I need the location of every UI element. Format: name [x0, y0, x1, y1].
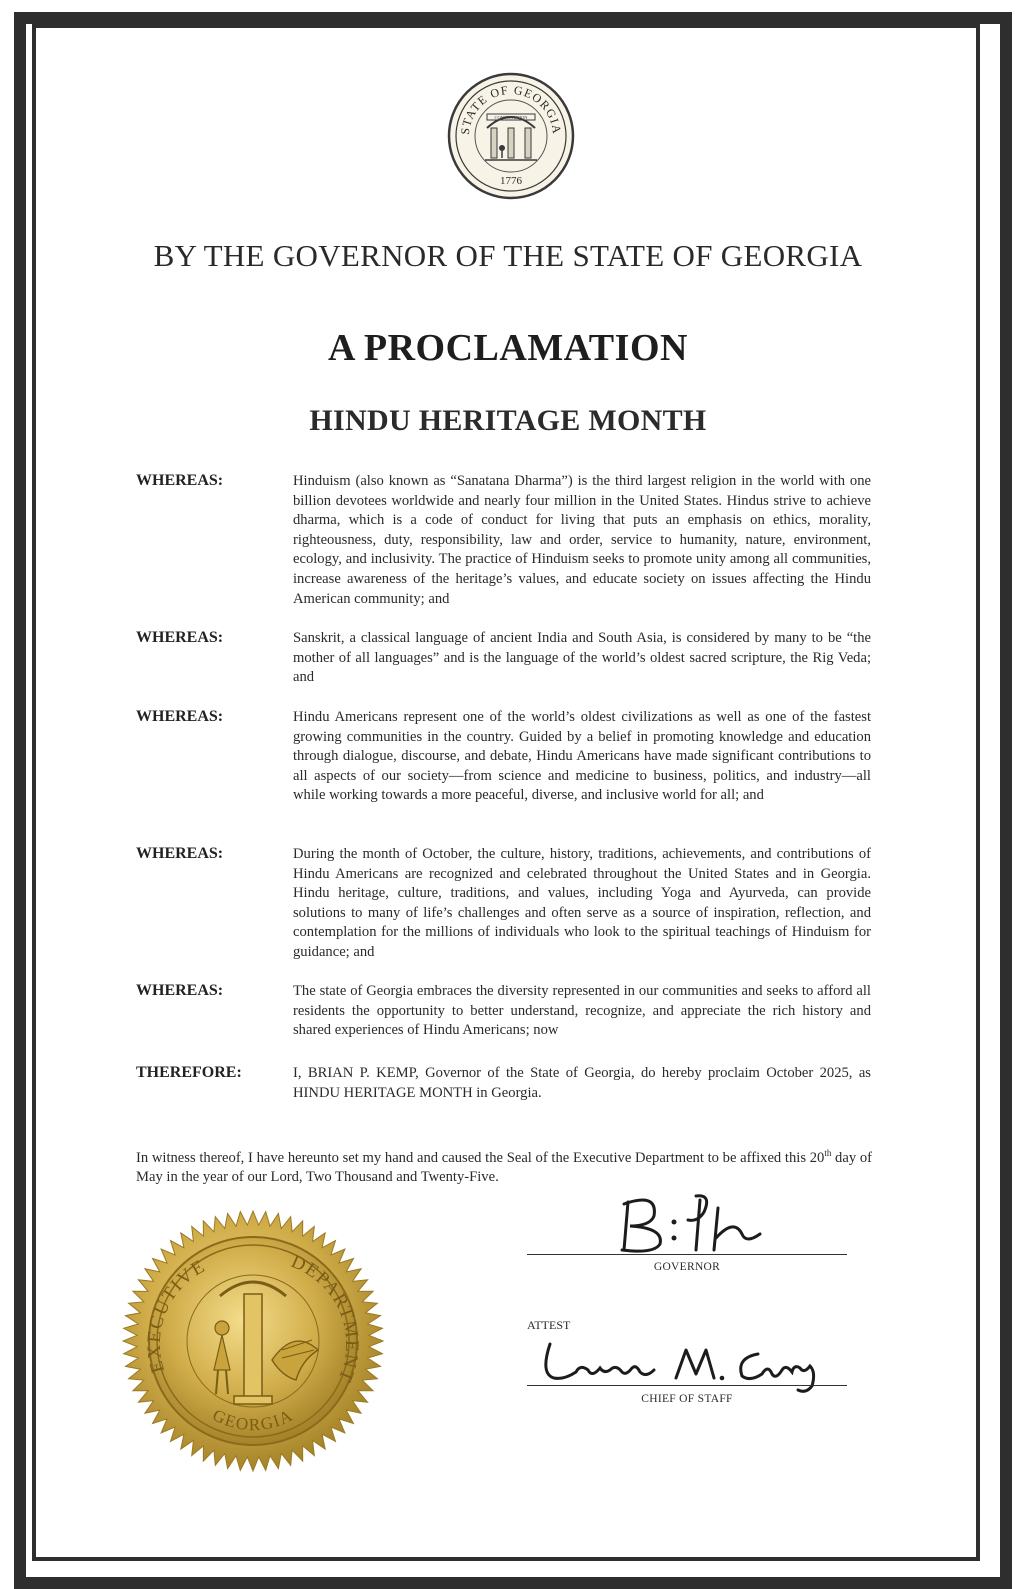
chief-signature-text: Lauren M. Curry — [536, 1334, 543, 1335]
clause-label: WHEREAS: — [136, 708, 224, 725]
witness-text-end: day of May in the year of our Lord, Two Thousand and Twenty-Five. — [136, 1149, 872, 1186]
seal-inscription: STATE OF GEORGIA — [457, 82, 565, 136]
governor-heading: BY THE GOVERNOR OF THE STATE OF GEORGIA — [153, 238, 863, 273]
gold-seal-inscription-right: DEPARTMENT — [287, 1251, 363, 1387]
witness-superscript: th — [824, 1148, 832, 1158]
clause-label: THEREFORE: — [136, 1064, 242, 1081]
witness-text-start: In witness thereof, I have hereunto set my hand and caused the Seal of the Executive Department to be affixed this 20 — [136, 1149, 825, 1166]
clause-text: Hindu Americans represent one of the world’s oldest civilizations as well as one of the fastest growing communities in the country. Guided by a belief in promoting knowledge and education through dialogue, discourse, and debate, Hindu Americans have made significant contributions to all aspects of our society—from science and medicine to business, politics, and industry—all while working towards a more peaceful, diverse, and inclusive world for all; and — [293, 709, 871, 804]
attest-label: ATTEST — [527, 1318, 571, 1332]
gold-seal-inscription-left: EXECUTIVE — [143, 1255, 210, 1376]
gold-seal-inscription-bottom: GEORGIA — [209, 1405, 297, 1435]
witness-statement — [136, 1144, 872, 1188]
clause-label: WHEREAS: — [136, 845, 224, 862]
clause-text: The state of Georgia embraces the diversity represented in our communities and seeks to afford all residents the opportunity to better understand, recognize, and appreciate the rich history and shared experiences of Hindu Americans; now — [293, 983, 871, 1039]
seal-year: 1776 — [500, 175, 522, 187]
chief-of-staff-caption: CHIEF OF STAFF — [641, 1393, 733, 1405]
clause-label: WHEREAS: — [136, 472, 224, 489]
clause-text: I, BRIAN P. KEMP, Governor of the State of Georgia, do hereby proclaim October 2025, as HINDU HERITAGE MONTH in Georgia. — [293, 1065, 871, 1101]
seal-arch-text: CONSTITUTION — [494, 115, 528, 120]
clause-text: During the month of October, the culture, history, traditions, achievements, and contributions of Hindu Americans are recognized and celebrated throughout the United States and in Georgia. Hindu heritage, culture, traditions, and values, including Yoga and Ayurveda, can provide solutions to many of life’s challenges and often serve as a source of inspiration, reflection, and contemplation for the millions of individuals who look to the spiritual teachings of Hinduism for guidance; and — [293, 846, 871, 960]
chief-signature-line — [527, 1385, 847, 1386]
governor-signature-text: B:P.K — [600, 1188, 603, 1189]
chief-of-staff-signature — [536, 1334, 836, 1396]
proclamation-title: HINDU HERITAGE MONTH — [309, 404, 707, 437]
clause-text: Sanskrit, a classical language of ancient India and South Asia, is considered by many to be “the mother of all languages” and is the language of the world’s oldest sacred scripture, the Rig Veda; and — [293, 630, 871, 686]
state-seal-icon — [447, 72, 575, 200]
clause-text: Hinduism (also known as “Sanatana Dharma”) is the third largest religion in the world with one billion devotees worldwide and nearly four million in the United States. Hindus strive to achieve dharma, which is a code of conduct for living that puts an emphasis on ethics, morality, righteousness, duty, responsibility, law and order, service to humanity, nature, environment, ecology, and inclusivity. The practice of Hinduism seeks to promote unity among all communities, increase awareness of the heritage’s values, and educate society on issues affecting the Hindu American community; and — [293, 473, 871, 607]
clause-label: WHEREAS: — [136, 982, 224, 999]
governor-caption: GOVERNOR — [653, 1261, 721, 1273]
proclamation-heading: A PROCLAMATION — [328, 327, 688, 369]
clause-label: WHEREAS: — [136, 629, 224, 646]
governor-signature-line — [527, 1254, 847, 1255]
governor-signature — [600, 1188, 780, 1258]
gold-seal-icon — [122, 1210, 384, 1472]
